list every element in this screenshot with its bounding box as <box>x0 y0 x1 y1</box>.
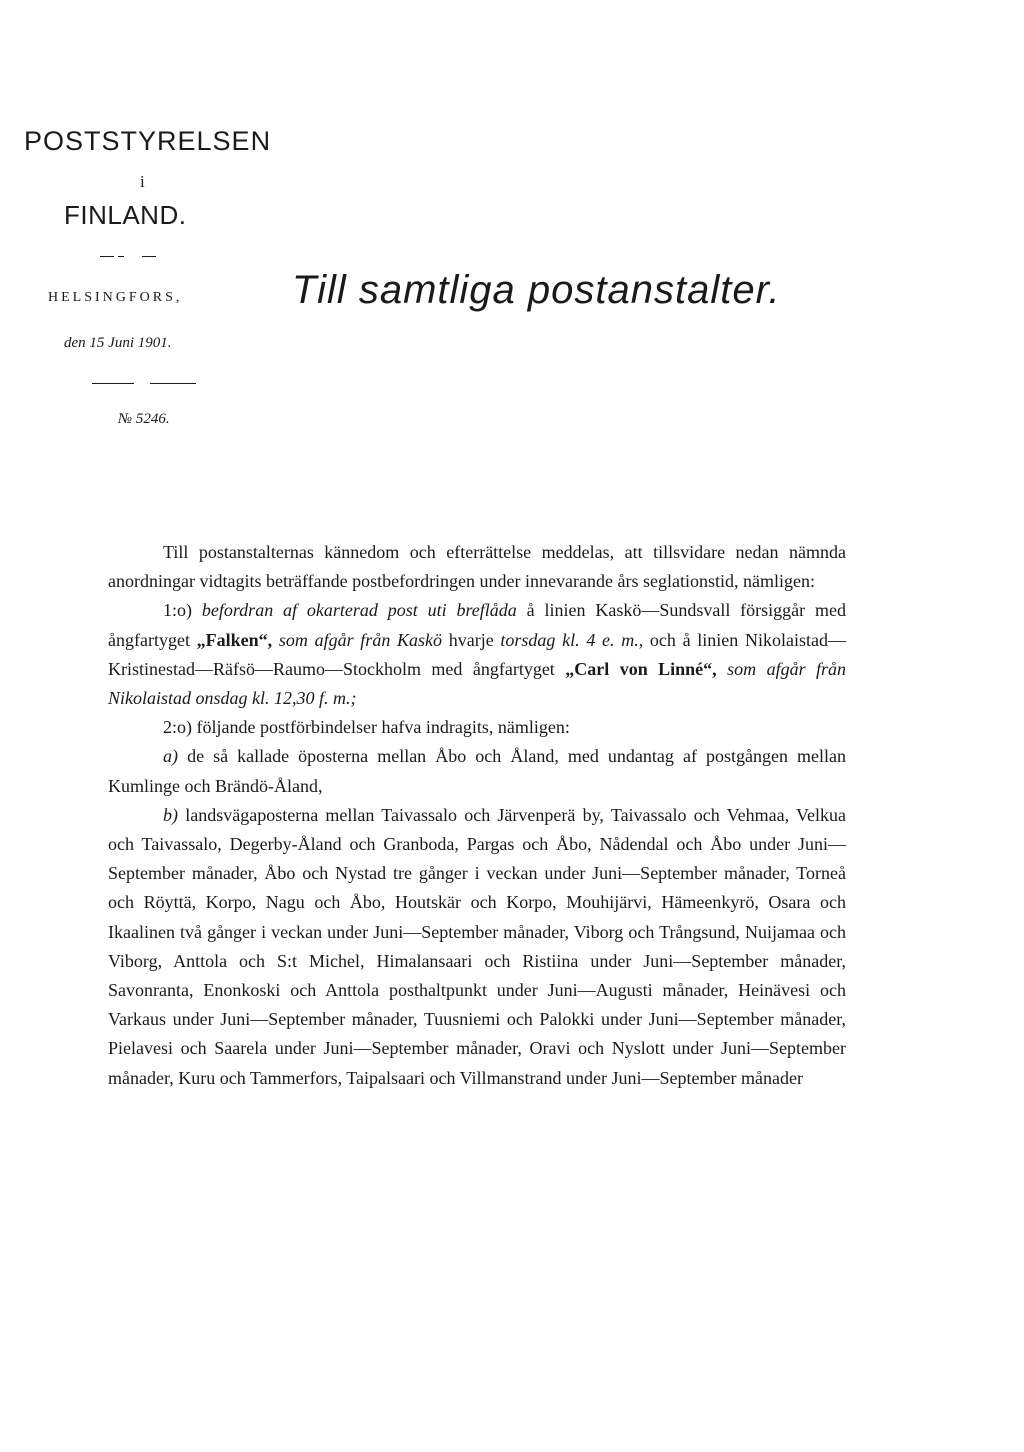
issuer-preposition: i <box>140 172 145 191</box>
date-line: den 15 Juni 1901. <box>64 335 172 351</box>
divider-dash <box>142 256 156 257</box>
salutation-heading: Till samtliga postanstalter. <box>292 268 781 312</box>
p1-text-d: hvarje <box>448 629 494 650</box>
divider-dash <box>92 383 134 384</box>
paragraph-1 <box>108 596 846 713</box>
item-b-label: b) <box>163 804 178 825</box>
item-a-label: a) <box>163 746 178 767</box>
item-a-text: de så kallade öposterna mellan Åbo och Åland, med undantag af postgången mellan Kumlinge och Brändö-Åland, <box>108 746 847 796</box>
issuer-title: POSTSTYRELSEN <box>24 126 272 156</box>
issuer-country: FINLAND. <box>64 200 187 230</box>
letter-body <box>108 538 846 1093</box>
p1-italic-g: som afgår från Nikolaistad onsdag kl. 12,30 f. m.; <box>108 658 847 709</box>
p1-text-b: å linien Kaskö—Sundsvall försiggår med ångfartyget <box>108 600 846 650</box>
item-b-text: landsvägaposterna mellan Taivassalo och Järvenperä by, Taivassalo och Vehmaa, Velkua och Taivassalo, Degerby-Åland och Granboda, Pargas och Åbo, Nådendal och Åbo under Juni—September månader, Åbo och Nystad tre gånger i veckan under Juni—September månader, Torneå och Röyttä, Korpo, Nagu och Åbo, Houtskär och Korpo, Mouhijärvi, Hämeenkyrö, Osara och Ikaalinen två gånger i veckan under Juni—September månader, Viborg och Trångsund, Nuijamaa och Viborg, Anttola och S:t Michel, Himalansaari och Ristiina under Juni—September månader, Savonranta, Enonkoski och Anttola posthaltpunkt under Juni—Augusti månader, Heinävesi och Varkaus under Juni—September månader, Tuusniemi och Palokki under Juni—September månader, Pielavesi och Saarela under Juni—September månader, Oravi och Nyslott under Juni—September månader, Kuru och Tammerfors, Taipalsaari och Villmanstrand under Juni—September månader <box>108 804 847 1088</box>
ship-name-falken: „Falken“, <box>196 629 273 650</box>
paragraph-2: 2:o) följande postförbindelser hafva indragits, nämligen: <box>163 717 570 738</box>
p1-number: 1:o) <box>163 600 192 621</box>
item-a <box>108 742 846 800</box>
city-line: HELSINGFORS, <box>48 290 183 305</box>
ship-name-linne: „Carl von Linné“, <box>565 658 717 679</box>
p1-italic-c: som afgår från Kaskö <box>278 629 443 650</box>
p1-italic-e: torsdag kl. 4 e. m., <box>500 629 644 650</box>
intro-paragraph: Till postanstalternas kännedom och efterrättelse meddelas, att tillsvidare nedan nämnda anordningar vidtagits beträffande postbefordringen under innevarande års seglationstid, nämligen: <box>108 542 846 592</box>
divider-dash <box>150 383 196 384</box>
p1-text-f: och å linien Nikolaistad—Kristinestad—Räfsö—Raumo—Stockholm med ångfartyget <box>108 629 846 679</box>
item-b <box>108 801 846 1093</box>
divider-dash <box>118 256 124 257</box>
document-number: № 5246. <box>118 411 170 427</box>
p1-italic-a: befordran af okarterad post uti breflåda <box>201 600 517 621</box>
divider-dash <box>100 256 114 257</box>
